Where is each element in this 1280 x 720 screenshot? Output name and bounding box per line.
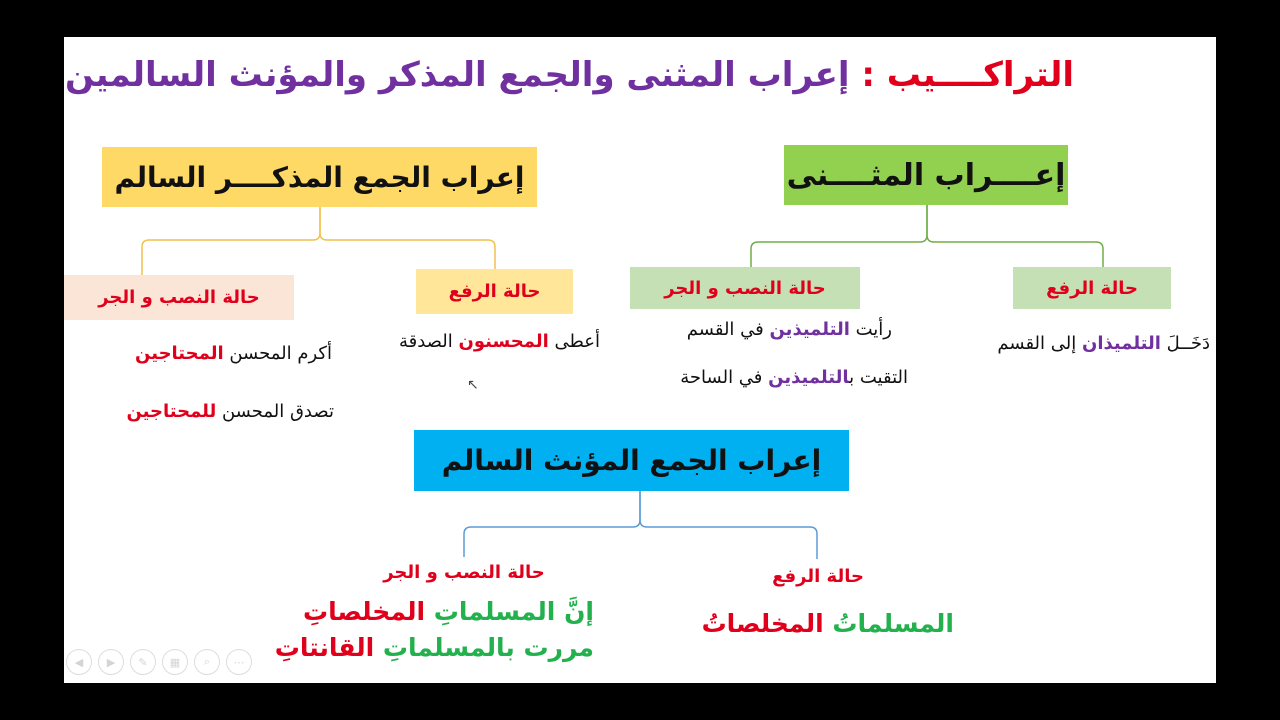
dual-nasb-example-1: رأيت التلميذين في القسم [686,319,892,340]
dual-raf-label: حالة الرفع [1013,267,1171,309]
zoom-icon[interactable]: ⌕ [194,649,220,675]
masc-nasb-jarr-label: حالة النصب و الجر [64,275,294,320]
dual-nasb-jarr-label: حالة النصب و الجر [630,267,860,309]
masc-raf-example: أعطى المحسنون الصدقة [398,331,600,352]
dual-nasb-example-2: التقيت بالتلميذين في الساحة [680,367,908,388]
slide-title: التراكــــيب : إعراب المثنى والجمع المذكر والمؤنث السالمين [64,55,1074,95]
fem-raf-label: حالة الرفع [758,561,878,591]
presentation-controls [66,649,252,675]
fem-nasb-jarr-label: حالة النصب و الجر [349,557,579,587]
masc-nasb-example-2: تصدق المحسن للمحتاجين [126,401,334,422]
fem-raf-example: المسلماتُ المخلصاتُ [701,609,954,638]
masc-plural-heading-box: إعراب الجمع المذكــــر السالم [102,147,537,207]
dual-heading-box: إعــــراب المثــــنى [784,145,1068,205]
dual-raf-example: دَخَــلَ التلميذان إلى القسم [997,333,1210,354]
mouse-cursor-icon: ↖ [467,377,479,393]
fem-nasb-example-2: مررت بالمسلماتِ القانتاتِ [274,633,594,662]
slide [64,37,1216,683]
previous-slide-icon[interactable]: ◀ [66,649,92,675]
masc-raf-label: حالة الرفع [416,269,573,314]
masc-nasb-example-1: أكرم المحسن المحتاجين [135,343,332,364]
slides-grid-icon[interactable]: ▦ [162,649,188,675]
fem-nasb-example-1: إنَّ المسلماتِ المخلصاتِ [302,597,594,626]
more-options-icon[interactable]: ⋯ [226,649,252,675]
pen-icon[interactable]: ✎ [130,649,156,675]
next-slide-icon[interactable]: ▶ [98,649,124,675]
fem-plural-heading-box: إعراب الجمع المؤنث السالم [414,430,849,491]
